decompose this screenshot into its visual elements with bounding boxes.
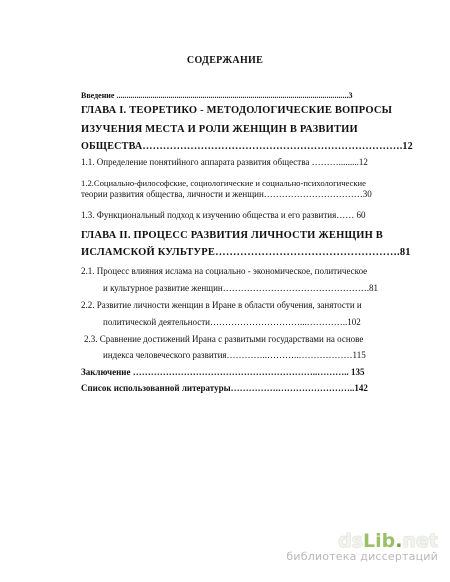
toc-section-2-2-line1: 2.2. Развитие личности женщин в Иране в области обучения, занятости и — [81, 300, 362, 310]
toc-introduction: Введение ....................................................................................................................3 — [81, 91, 353, 100]
toc-chapter1-line2: ИЗУЧЕНИЯ МЕСТА И РОЛИ ЖЕНЩИН В РАЗВИТИИ — [81, 124, 358, 135]
toc-section-2-3-line1: 2.3. Сравнение достижений Ирана с развитыми государствами на основе — [84, 334, 364, 344]
toc-chapter2-line2: ИСЛАМСКОЙ КУЛЬТУРЕ…………………………………………….81 — [81, 247, 411, 258]
toc-section-2-3-line2: индекса человеческого развития…………..………..………………115 — [103, 350, 366, 360]
watermark-logo-ds: ds — [338, 530, 364, 552]
toc-section-1-2-line1: 1.2.Социально-философские, социологические и социально-психологические — [81, 178, 366, 188]
site-watermark — [286, 530, 438, 563]
toc-chapter1-line3: ОБЩЕСТВА………………………………………………………………….12 — [81, 141, 413, 152]
toc-chapter2-line1: ГЛАВА II. ПРОЦЕСС РАЗВИТИЯ ЛИЧНОСТИ ЖЕНЩИН В — [81, 230, 383, 241]
watermark-logo-lib: Lib — [363, 530, 396, 552]
toc-chapter1-line1: ГЛАВА I. ТЕОРЕТИКО - МЕТОДОЛОГИЧЕСКИЕ ВОПРОСЫ — [81, 105, 393, 116]
toc-section-1-3: 1.3. Функциональный подход к изучению общества и его развития…… 60 — [81, 210, 366, 220]
watermark-logo-dot: . — [395, 530, 403, 552]
toc-section-2-2-line2: политической деятельности…………………………...…………..102 — [103, 317, 361, 327]
toc-section-1-1: 1.1. Определение понятийного аппарата развития общества ……….........12 — [81, 157, 368, 167]
toc-section-2-1-line1: 2.1. Процесс влияния ислама на социально - экономическое, политическое — [81, 266, 368, 276]
toc-bibliography: Список использованной литературы…………….……………………..142 — [81, 383, 368, 393]
watermark-logo — [286, 530, 438, 552]
page-title: СОДЕРЖАНИЕ — [186, 55, 264, 66]
watermark-logo-net: net — [402, 530, 438, 552]
toc-section-1-2-line2: теории развития общества, личности и женщин……………………………30 — [81, 189, 372, 199]
toc-conclusion: Заключение ……………………………………………………..……….. 135 — [81, 367, 365, 377]
watermark-subtitle: библиотека диссертаций — [286, 550, 438, 563]
toc-section-2-1-line2: и культурное развитие женщин………………………………………….81 — [103, 283, 378, 293]
